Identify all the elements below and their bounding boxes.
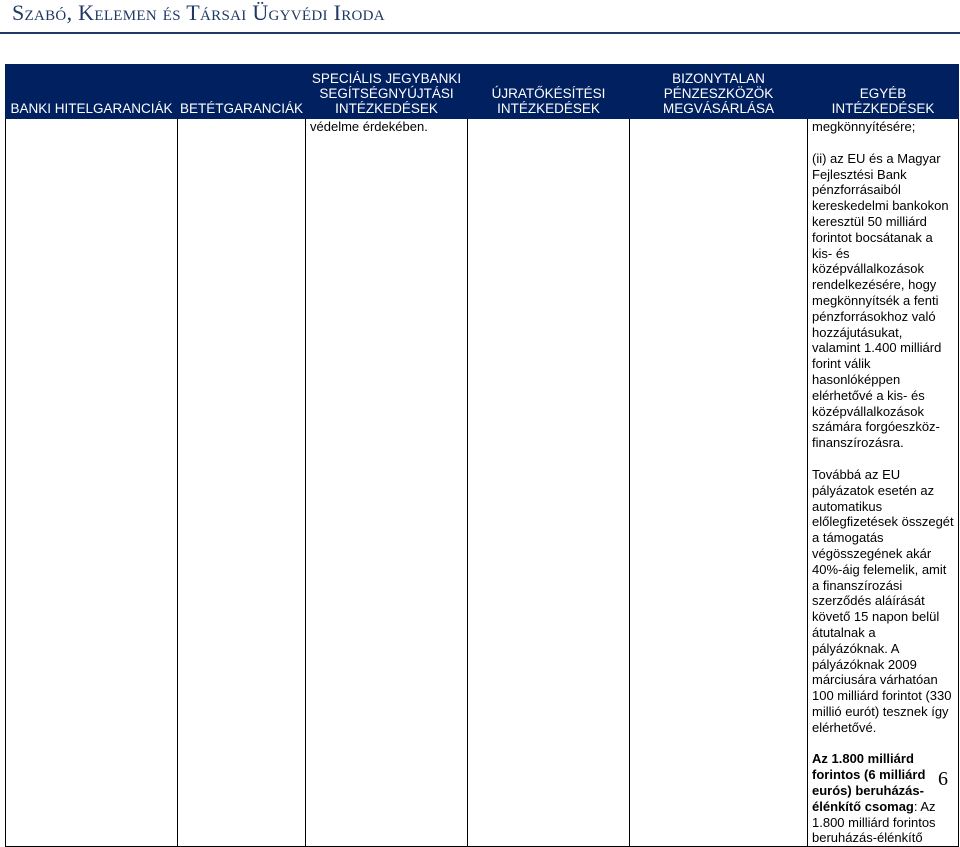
column-header-impaired-assets: BIZONYTALAN PÉNZESZKÖZÖK MEGVÁSÁRLÁSA [630,65,808,119]
cell-text: védelme érdekében. [310,119,428,134]
cell-bank-loan-guarantees [6,119,178,847]
paragraph-funding: (ii) az EU és a Magyar Fejlesztési Bank pénzforrásaiból kereskedelmi bankokon keresztül 50 milliárd forintot bocsátanak a kis- és középvállalkozások rendelkezésére, hogy megkönnyítsék a fenti pénzforrásokhoz való hozzájutásukat, valamint 1.400 milliárd forint válik hasonlóképpen elérhetővé a kis- és középvállalkozások számára forgóeszköz-finanszírozásra. [812,150,949,451]
table-header-row [6,65,959,119]
table-row [6,119,959,847]
cell-central-bank-assistance [306,119,468,847]
header-divider [0,32,960,34]
paragraph-stimulus-package [812,751,954,846]
cell-other-measures [808,119,959,847]
column-header-recapitalisation: ÚJRATŐKÉSÍTÉSI INTÉZKEDÉSEK [468,65,630,119]
column-header-other-measures: EGYÉB INTÉZKEDÉSEK [808,65,959,119]
firm-header-title: Szabó, Kelemen és Társai Ügyvédi Iroda [12,0,385,25]
cell-line: megkönnyítésére; [812,119,916,134]
cell-recapitalisation [468,119,630,847]
bold-lead: Az 1.800 milliárd forintos (6 milliárd eurós) beruházás-élénkítő csomag [812,751,926,814]
page-number: 6 [938,768,948,790]
column-header-deposit-guarantees: BETÉTGARANCIÁK [178,65,306,119]
paragraph-eu-tenders: Továbbá az EU pályázatok esetén az automatikus előlegfizetések összegét a támogatás végösszegének akár 40%-áig felemelik, amit a finanszírozási szerződés aláírását követő 15 napon belül átutalnak a pályázóknak. A pályázóknak 2009 márciusára várhatóan 100 milliárd forintot (330 millió eurót) tesznek így elérhetővé. [812,466,954,735]
column-header-bank-loan-guarantees: BANKI HITELGARANCIÁK [6,65,178,119]
column-header-central-bank-assistance: SPECIÁLIS JEGYBANKI SEGÍTSÉGNYÚJTÁSI INTÉZKEDÉSEK [306,65,468,119]
cell-deposit-guarantees [178,119,306,847]
measures-table [5,64,959,847]
cell-impaired-assets [630,119,808,847]
paragraph-rest: : Az 1.800 milliárd forintos beruházás-élénkítő [812,798,936,846]
